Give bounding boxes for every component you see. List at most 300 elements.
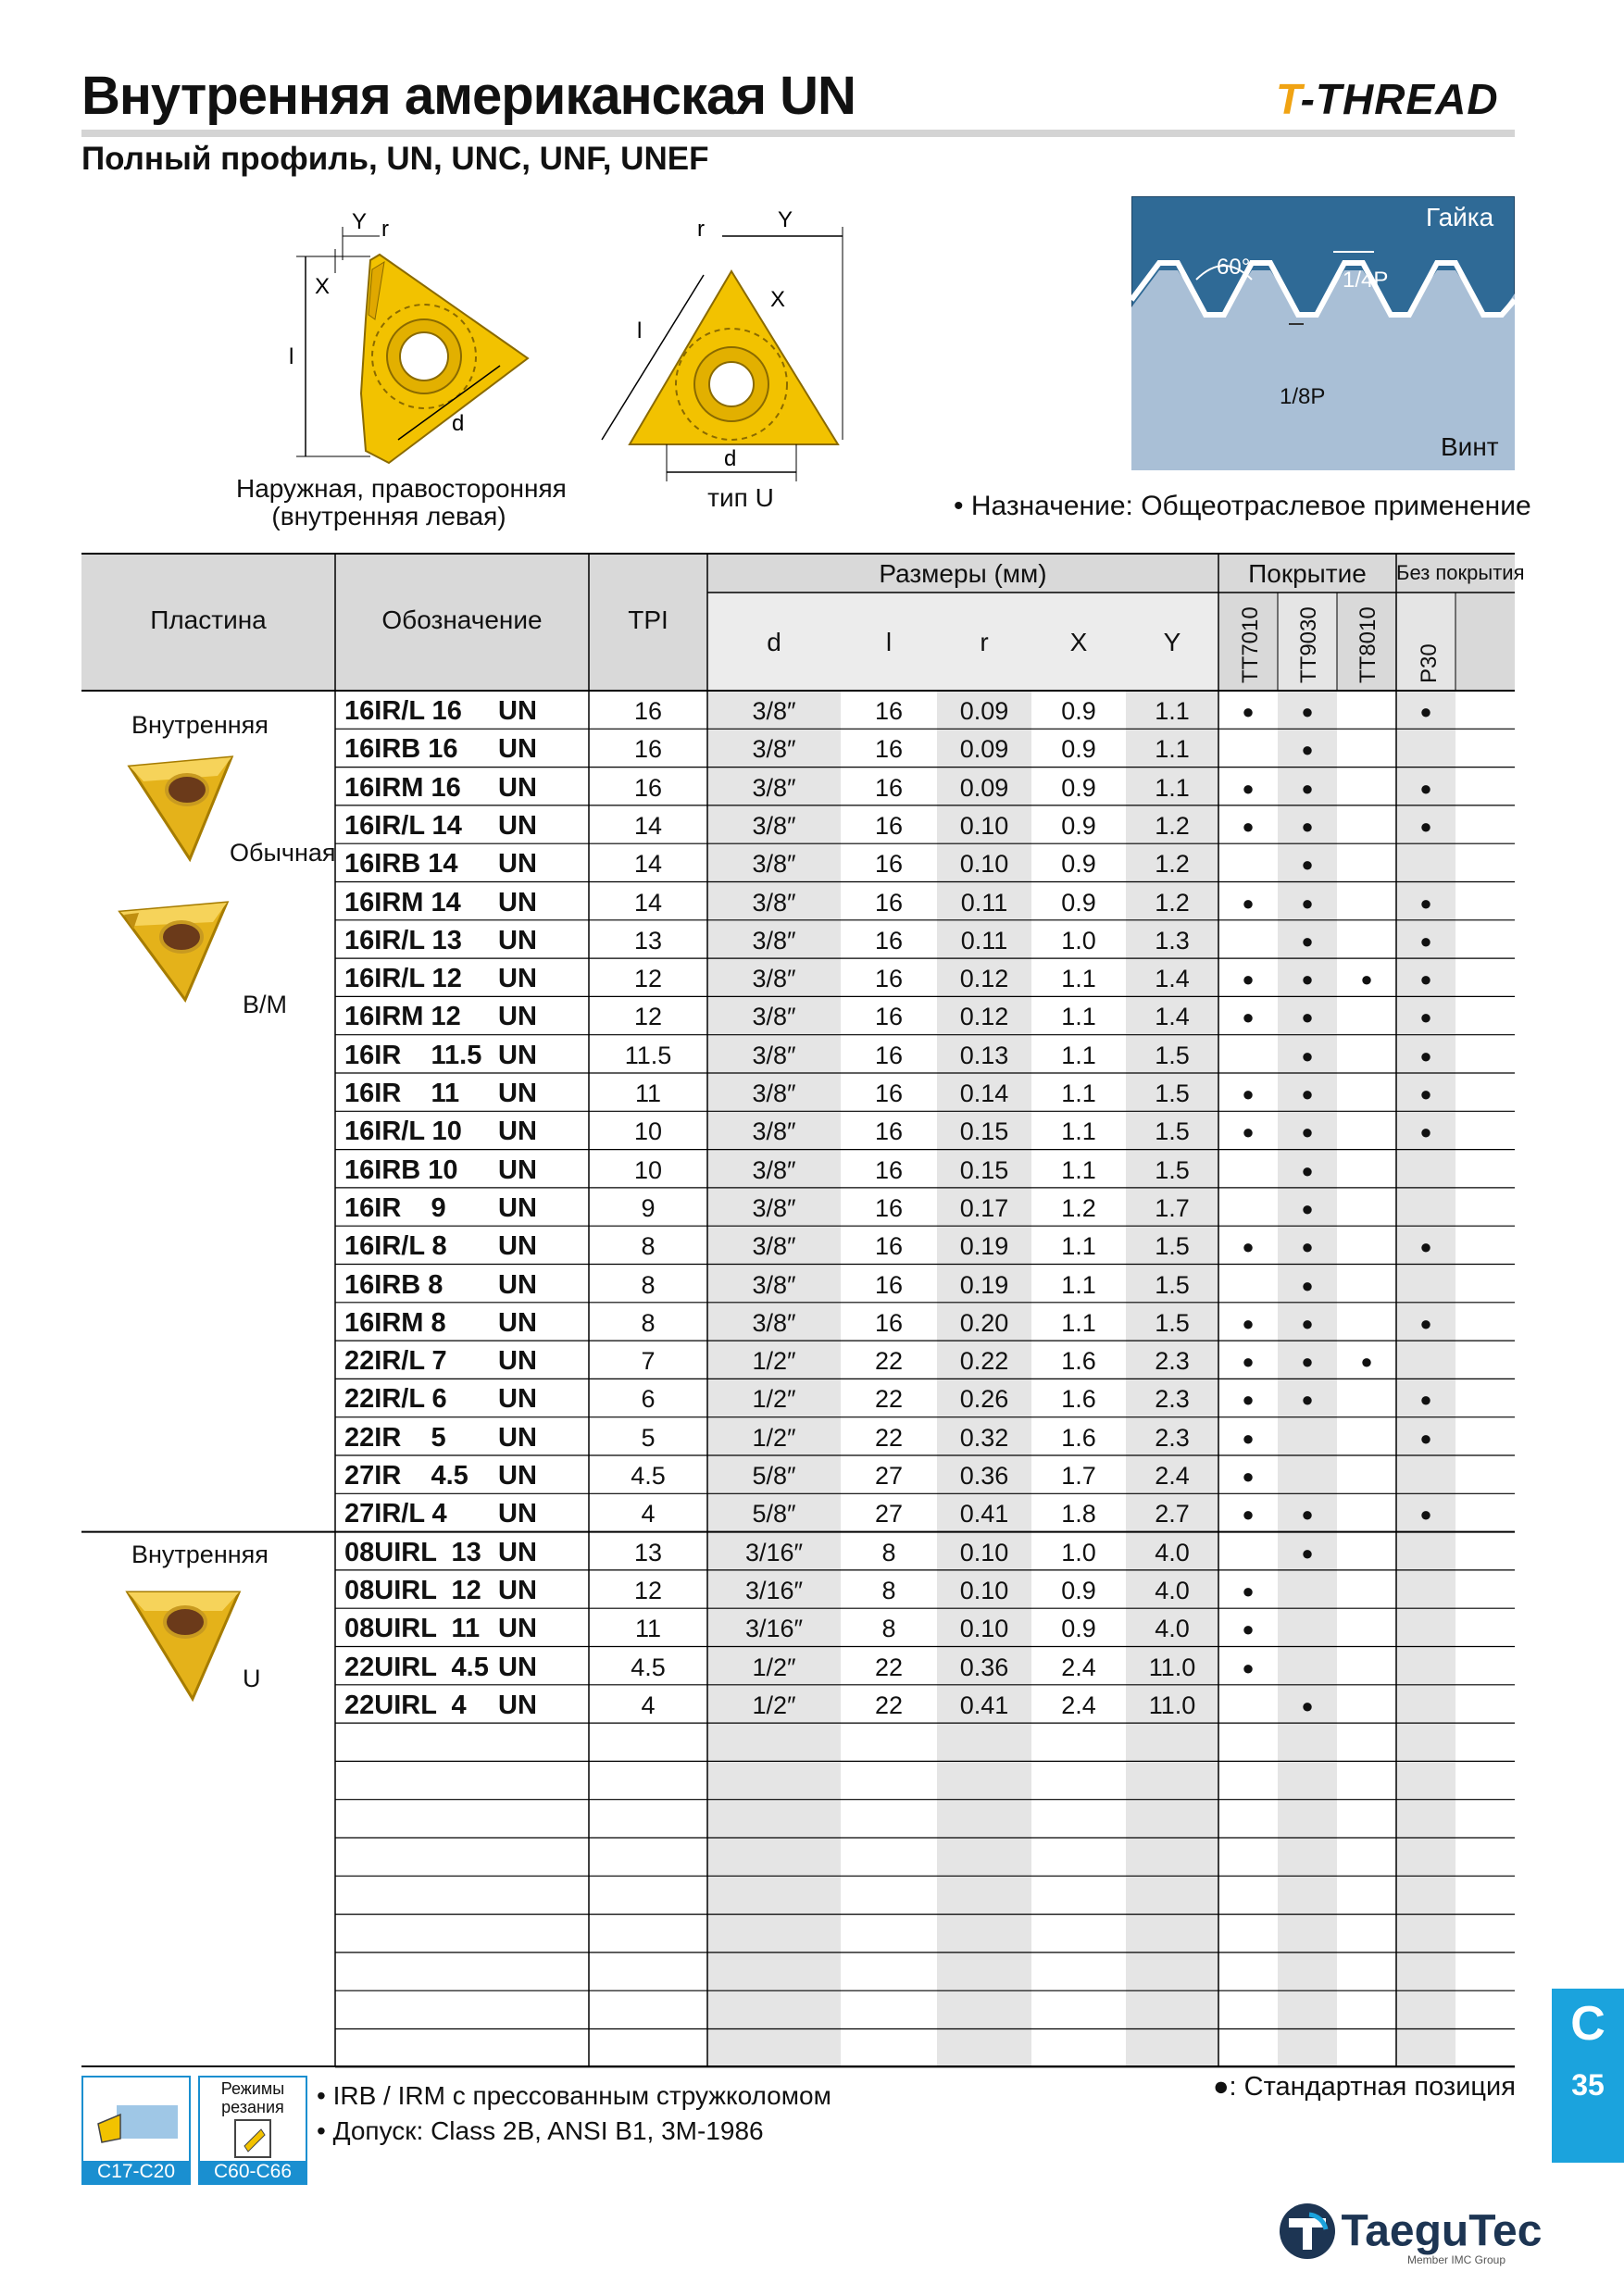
cell-p30: ● — [1419, 1503, 1432, 1527]
cell-tpi: 5 — [641, 1423, 656, 1452]
cell-tt8010: ● — [1360, 967, 1373, 992]
dim-r: r — [381, 217, 389, 242]
page-subtitle: Полный профиль, UN, UNC, UNF, UNEF — [81, 141, 709, 177]
dim-X-u: X — [770, 287, 786, 312]
chapter-letter: C — [1570, 1997, 1605, 2051]
dim-l-u: l — [637, 318, 643, 343]
cell-tpi: 8 — [641, 1232, 656, 1261]
cell-r: 0.11 — [960, 926, 1008, 955]
cell-code: 16IR/L 16 — [344, 696, 462, 726]
cell-x: 0.9 — [1061, 735, 1096, 764]
cell-l: 22 — [874, 1385, 904, 1414]
cell-l: 16 — [874, 1193, 904, 1222]
toolholder-icon — [89, 2087, 181, 2152]
cell-std: UN — [498, 1117, 537, 1147]
cell-d: 3/8″ — [752, 965, 796, 993]
cell-tt8010 — [1337, 807, 1396, 845]
table-row — [0, 1457, 1624, 1495]
cell-tt7010: ● — [1242, 814, 1255, 838]
cell-l: 16 — [874, 811, 904, 840]
cell-tt8010 — [1337, 1113, 1396, 1151]
cell-tt8010 — [1337, 1495, 1396, 1533]
group1-label: Внутренняя — [131, 711, 269, 739]
table-row — [0, 1380, 1624, 1418]
cell-tt7010: ● — [1242, 1082, 1255, 1105]
cell-tt9030: ● — [1301, 929, 1314, 953]
cell-tt9030: ● — [1301, 1235, 1314, 1259]
cell-r: 0.15 — [959, 1117, 1009, 1146]
cell-d: 3/8″ — [752, 811, 796, 840]
cell-code: 16IRM 16 — [344, 772, 461, 803]
cell-p30 — [1396, 730, 1455, 768]
table-row — [0, 922, 1624, 960]
cell-x: 1.1 — [1061, 1117, 1096, 1146]
cell-code: 16IRB 16 — [344, 734, 458, 765]
cell-std: UN — [498, 1154, 537, 1185]
cell-tt8010 — [1337, 1037, 1396, 1075]
cell-tt8010 — [1337, 1687, 1396, 1725]
cell-r: 0.36 — [959, 1653, 1009, 1681]
cell-tt9030: ● — [1301, 891, 1314, 915]
cell-code: 16IRM 8 — [344, 1307, 446, 1338]
cell-x: 1.1 — [1061, 1308, 1096, 1337]
cell-tt7010 — [1218, 1190, 1278, 1228]
cell-tpi: 7 — [641, 1347, 656, 1376]
cell-d: 1/2″ — [752, 1423, 796, 1452]
cell-l: 16 — [874, 1041, 904, 1069]
cell-r: 0.12 — [959, 1003, 1009, 1031]
cell-std: UN — [498, 1346, 537, 1377]
cell-tpi: 14 — [633, 811, 663, 840]
cell-tt8010 — [1337, 1304, 1396, 1342]
cell-code: 22IR/L 6 — [344, 1384, 447, 1415]
cell-r: 0.09 — [959, 735, 1009, 764]
cell-y: 4.0 — [1155, 1576, 1190, 1604]
cell-tt8010 — [1337, 1380, 1396, 1418]
chapter-tab — [1552, 1989, 1624, 2163]
cell-tpi: 6 — [641, 1385, 656, 1414]
cell-tt8010 — [1337, 998, 1396, 1036]
cell-r: 0.10 — [959, 1538, 1009, 1566]
cell-tpi: 16 — [633, 735, 663, 764]
cell-y: 4.0 — [1155, 1538, 1190, 1566]
legend-standard: ●: Стандартная позиция — [1213, 2072, 1516, 2102]
table-row — [0, 1152, 1624, 1190]
cell-code: 16IR 9 — [344, 1192, 446, 1223]
cell-tt8010 — [1337, 1534, 1396, 1572]
cell-tt8010 — [1337, 1267, 1396, 1304]
cell-code: 16IRB 8 — [344, 1269, 443, 1300]
cell-tt7010: ● — [1242, 1655, 1255, 1679]
table-row — [0, 1495, 1624, 1533]
cell-tpi: 10 — [633, 1117, 663, 1146]
header-no-coating: Без покрытия — [1396, 561, 1525, 584]
cell-y: 11.0 — [1148, 1691, 1196, 1719]
cell-p30: ● — [1419, 1311, 1432, 1335]
cell-p30: ● — [1419, 929, 1432, 953]
cell-y: 1.2 — [1155, 888, 1190, 917]
cell-tt8010 — [1337, 1649, 1396, 1687]
variant-bm: B/M — [243, 991, 288, 1018]
insert-photo-u — [119, 1574, 248, 1703]
header-designation: Обозначение — [381, 605, 543, 634]
cell-tt9030: ● — [1301, 1196, 1314, 1220]
cell-tt7010: ● — [1242, 891, 1255, 915]
dim-d: d — [452, 411, 465, 436]
cell-y: 1.1 — [1155, 697, 1190, 725]
cell-d: 5/8″ — [752, 1462, 796, 1490]
cell-code: 08UIRL 13 — [344, 1537, 481, 1567]
ref-cutting-title-2: резания — [221, 2098, 284, 2116]
cell-tpi: 4.5 — [631, 1462, 666, 1490]
cell-tt8010 — [1337, 769, 1396, 807]
page-number: 35 — [1571, 2068, 1605, 2102]
cell-tt8010 — [1337, 922, 1396, 960]
cutting-data-icon — [233, 2118, 272, 2159]
cell-tt9030 — [1278, 1457, 1337, 1495]
brand-prefix: T — [1276, 75, 1301, 123]
ref-toolholder-tag: C17-C20 — [83, 2161, 189, 2183]
cell-p30: ● — [1419, 1082, 1432, 1105]
cell-std: UN — [498, 810, 537, 841]
cell-d: 1/2″ — [752, 1653, 796, 1681]
cell-r: 0.10 — [959, 1615, 1009, 1643]
cell-d: 3/8″ — [752, 888, 796, 917]
cell-l: 16 — [874, 1117, 904, 1146]
cell-code: 16IR/L 13 — [344, 925, 462, 955]
cell-x: 0.9 — [1061, 773, 1096, 802]
cell-y: 4.0 — [1155, 1615, 1190, 1643]
cell-d: 3/8″ — [752, 1270, 796, 1299]
cell-x: 1.1 — [1061, 1041, 1096, 1069]
dim-X: X — [315, 274, 331, 299]
cell-y: 2.3 — [1155, 1385, 1190, 1414]
cell-y: 1.5 — [1155, 1117, 1190, 1146]
header-tt8010: TT8010 — [1355, 606, 1380, 683]
cell-tt9030: ● — [1301, 814, 1314, 838]
cell-l: 8 — [881, 1576, 896, 1604]
cell-std: UN — [498, 1461, 537, 1491]
cell-p30 — [1396, 1572, 1455, 1610]
cell-std: UN — [498, 1499, 537, 1529]
ref-toolholder-link[interactable] — [81, 2076, 191, 2185]
cell-tt7010: ● — [1242, 700, 1255, 723]
cell-tt7010 — [1218, 1037, 1278, 1075]
ref-cutting-title-1: Режимы — [220, 2079, 285, 2098]
cell-l: 16 — [874, 697, 904, 725]
cell-r: 0.20 — [959, 1308, 1009, 1337]
cell-std: UN — [498, 1690, 537, 1720]
group2-label: Внутренняя — [131, 1541, 269, 1568]
cell-x: 1.1 — [1061, 965, 1096, 993]
cell-std: UN — [498, 887, 537, 917]
table-row — [0, 769, 1624, 807]
cell-std: UN — [498, 1422, 537, 1453]
cell-l: 16 — [874, 1270, 904, 1299]
cell-l: 27 — [874, 1500, 904, 1529]
header-y: Y — [1163, 628, 1181, 656]
cell-tt8010 — [1337, 1419, 1396, 1457]
cell-y: 2.3 — [1155, 1423, 1190, 1452]
cell-code: 27IR/L 4 — [344, 1499, 447, 1529]
cell-std: UN — [498, 772, 537, 803]
cell-d: 3/16″ — [744, 1576, 804, 1604]
cell-y: 1.5 — [1155, 1155, 1190, 1184]
cell-r: 0.22 — [959, 1347, 1009, 1376]
cell-r: 0.17 — [959, 1193, 1009, 1222]
cell-tt9030 — [1278, 1419, 1337, 1457]
cell-tt9030: ● — [1301, 1541, 1314, 1565]
table-row — [0, 1228, 1624, 1266]
cell-std: UN — [498, 1575, 537, 1605]
cell-l: 8 — [881, 1615, 896, 1643]
table-row — [0, 1342, 1624, 1380]
right-diagram-caption: тип U — [707, 483, 774, 512]
cell-code: 16IR 11.5 — [344, 1040, 482, 1070]
cell-tpi: 12 — [633, 965, 663, 993]
cell-y: 1.5 — [1155, 1270, 1190, 1299]
cell-tt8010 — [1337, 1190, 1396, 1228]
cell-std: UN — [498, 1040, 537, 1070]
cell-tt7010: ● — [1242, 1235, 1255, 1259]
cell-l: 16 — [874, 773, 904, 802]
cell-code: 22UIRL 4.5 — [344, 1652, 489, 1682]
cell-tt9030: ● — [1301, 738, 1314, 762]
table-row — [0, 1267, 1624, 1304]
cell-p30: ● — [1419, 814, 1432, 838]
ref-cutting-data-link[interactable] — [198, 2076, 307, 2185]
cell-d: 3/8″ — [752, 1155, 796, 1184]
cell-tt7010 — [1218, 922, 1278, 960]
left-diagram-caption-1: Наружная, правосторонняя — [236, 474, 567, 503]
cell-p30: ● — [1419, 1388, 1432, 1412]
cell-tt8010 — [1337, 693, 1396, 730]
cell-tt7010: ● — [1242, 967, 1255, 992]
cell-x: 0.9 — [1061, 1576, 1096, 1604]
cell-tpi: 13 — [633, 1538, 663, 1566]
cell-r: 0.15 — [959, 1155, 1009, 1184]
page-title: Внутренняя американская UN — [81, 66, 856, 126]
cell-d: 3/8″ — [752, 1117, 796, 1146]
cell-tpi: 11.5 — [624, 1041, 672, 1069]
cell-tpi: 8 — [641, 1308, 656, 1337]
cell-r: 0.10 — [959, 811, 1009, 840]
cell-tt7010: ● — [1242, 1120, 1255, 1144]
cell-l: 16 — [874, 1079, 904, 1107]
cell-l: 22 — [874, 1423, 904, 1452]
cell-code: 16IR/L 12 — [344, 964, 462, 994]
cell-std: UN — [498, 1002, 537, 1032]
cell-y: 1.5 — [1155, 1041, 1190, 1069]
cell-code: 16IRM 12 — [344, 1002, 461, 1032]
cell-p30: ● — [1419, 1235, 1432, 1259]
cell-tt9030: ● — [1301, 1082, 1314, 1105]
cell-l: 16 — [874, 1232, 904, 1261]
cell-tt7010: ● — [1242, 1617, 1255, 1641]
cell-d: 3/16″ — [744, 1615, 804, 1643]
cell-r: 0.11 — [960, 888, 1008, 917]
cell-std: UN — [498, 696, 537, 726]
cell-x: 0.9 — [1061, 697, 1096, 725]
cell-p30 — [1396, 845, 1455, 883]
cell-x: 1.6 — [1061, 1423, 1096, 1452]
cell-code: 16IRM 14 — [344, 887, 461, 917]
cell-tt7010 — [1218, 730, 1278, 768]
cell-tt7010 — [1218, 1534, 1278, 1572]
cell-d: 3/8″ — [752, 1041, 796, 1069]
insert-photo-bm — [111, 889, 241, 1009]
cell-tt7010: ● — [1242, 1578, 1255, 1603]
header-tt7010: TT7010 — [1238, 606, 1263, 683]
cell-r: 0.12 — [959, 965, 1009, 993]
cell-r: 0.41 — [959, 1500, 1009, 1529]
table-row — [0, 1037, 1624, 1075]
cell-std: UN — [498, 1307, 537, 1338]
cell-tt8010 — [1337, 1572, 1396, 1610]
purpose-text: Назначение: Общеотраслевое применение — [970, 491, 1531, 521]
table-row — [0, 884, 1624, 922]
cell-tt9030 — [1278, 1610, 1337, 1648]
cell-y: 1.1 — [1155, 735, 1190, 764]
dim-Y-u: Y — [778, 208, 793, 232]
cell-r: 0.10 — [959, 1576, 1009, 1604]
cell-tt7010: ● — [1242, 1311, 1255, 1335]
cell-tt7010: ● — [1242, 1388, 1255, 1412]
cell-code: 16IR/L 10 — [344, 1117, 462, 1147]
cell-tt7010: ● — [1242, 1426, 1255, 1450]
header-insert: Пластина — [150, 605, 267, 634]
cell-tt7010 — [1218, 845, 1278, 883]
cell-p30 — [1396, 1610, 1455, 1648]
taegutec-logo — [1278, 2202, 1543, 2266]
cell-p30: ● — [1419, 967, 1432, 992]
cell-p30 — [1396, 1342, 1455, 1380]
cell-tt9030: ● — [1301, 1503, 1314, 1527]
table-row — [0, 1419, 1624, 1457]
cell-p30: ● — [1419, 700, 1432, 723]
cell-std: UN — [498, 1537, 537, 1567]
cell-l: 16 — [874, 1308, 904, 1337]
cell-x: 1.6 — [1061, 1347, 1096, 1376]
cell-r: 0.09 — [959, 773, 1009, 802]
cell-tpi: 12 — [633, 1576, 663, 1604]
cell-tt9030: ● — [1301, 853, 1314, 877]
cell-y: 1.4 — [1155, 965, 1190, 993]
cell-tpi: 13 — [633, 926, 663, 955]
cell-l: 16 — [874, 965, 904, 993]
cell-code: 16IR/L 14 — [344, 810, 462, 841]
cell-x: 0.9 — [1061, 811, 1096, 840]
cell-p30 — [1396, 1267, 1455, 1304]
cell-r: 0.41 — [959, 1691, 1009, 1719]
cell-tt7010: ● — [1242, 776, 1255, 800]
cell-d: 3/8″ — [752, 850, 796, 879]
cell-d: 3/8″ — [752, 735, 796, 764]
variant-u: U — [243, 1665, 261, 1692]
cell-p30 — [1396, 1457, 1455, 1495]
cell-d: 3/16″ — [744, 1538, 804, 1566]
dim-Y: Y — [352, 209, 368, 234]
cell-x: 1.1 — [1061, 1079, 1096, 1107]
cell-x: 1.1 — [1061, 1155, 1096, 1184]
cell-tpi: 14 — [633, 850, 663, 879]
cell-y: 1.7 — [1155, 1193, 1190, 1222]
cell-tt9030: ● — [1301, 1158, 1314, 1182]
cell-tt9030: ● — [1301, 1311, 1314, 1335]
ref-cutting-tag: C60-C66 — [200, 2161, 306, 2183]
cell-r: 0.14 — [959, 1079, 1009, 1107]
cell-tt8010: ● — [1360, 1350, 1373, 1374]
cell-y: 1.5 — [1155, 1079, 1190, 1107]
cell-l: 8 — [881, 1538, 896, 1566]
cell-std: UN — [498, 1652, 537, 1682]
cell-x: 1.1 — [1061, 1270, 1096, 1299]
cell-r: 0.13 — [959, 1041, 1009, 1069]
variant-standard: Обычная — [230, 839, 336, 867]
cell-p30 — [1396, 1152, 1455, 1190]
logo-subtitle: Member IMC Group — [1407, 2253, 1506, 2266]
cell-tt8010 — [1337, 1228, 1396, 1266]
taegutec-emblem-icon — [1278, 2202, 1337, 2261]
cell-l: 16 — [874, 1003, 904, 1031]
cell-d: 3/8″ — [752, 697, 796, 725]
cell-tt9030 — [1278, 1649, 1337, 1687]
header-x: X — [1069, 628, 1088, 656]
cell-d: 3/8″ — [752, 926, 796, 955]
cell-tt8010 — [1337, 884, 1396, 922]
cell-tt7010 — [1218, 1687, 1278, 1725]
cell-l: 16 — [874, 850, 904, 879]
cell-code: 22UIRL 4 — [344, 1690, 467, 1720]
cell-l: 27 — [874, 1462, 904, 1490]
table-row — [0, 1190, 1624, 1228]
cell-d: 1/2″ — [752, 1385, 796, 1414]
header-dimensions: Размеры (мм) — [879, 559, 1047, 588]
cell-x: 1.0 — [1061, 926, 1096, 955]
cell-tt8010 — [1337, 1075, 1396, 1113]
cell-x: 1.0 — [1061, 1538, 1096, 1566]
cell-code: 27IR 4.5 — [344, 1461, 468, 1491]
dim-r-u: r — [697, 217, 705, 242]
cell-tt7010 — [1218, 1267, 1278, 1304]
cell-tt7010 — [1218, 1152, 1278, 1190]
cell-d: 5/8″ — [752, 1500, 796, 1529]
cell-l: 22 — [874, 1691, 904, 1719]
header-coating: Покрытие — [1248, 559, 1367, 588]
cell-std: UN — [498, 1384, 537, 1415]
cell-y: 1.5 — [1155, 1308, 1190, 1337]
cell-l: 16 — [874, 926, 904, 955]
dim-d-u: d — [724, 446, 737, 471]
cell-code: 16IRB 10 — [344, 1154, 458, 1185]
cell-code: 22IR/L 7 — [344, 1346, 447, 1377]
cell-std: UN — [498, 925, 537, 955]
cell-p30 — [1396, 1534, 1455, 1572]
cell-p30 — [1396, 1687, 1455, 1725]
cell-r: 0.36 — [959, 1462, 1009, 1490]
header-d: d — [767, 628, 781, 656]
cell-y: 1.2 — [1155, 811, 1190, 840]
cell-l: 22 — [874, 1653, 904, 1681]
cell-std: UN — [498, 734, 537, 765]
note-chipbreaker: • IRB / IRM с прессованным стружколомом — [317, 2081, 831, 2110]
table-row — [0, 1113, 1624, 1151]
cell-p30: ● — [1419, 1005, 1432, 1029]
cell-y: 1.5 — [1155, 1232, 1190, 1261]
cell-code: 08UIRL 12 — [344, 1575, 481, 1605]
cell-x: 0.9 — [1061, 888, 1096, 917]
cell-y: 2.3 — [1155, 1347, 1190, 1376]
